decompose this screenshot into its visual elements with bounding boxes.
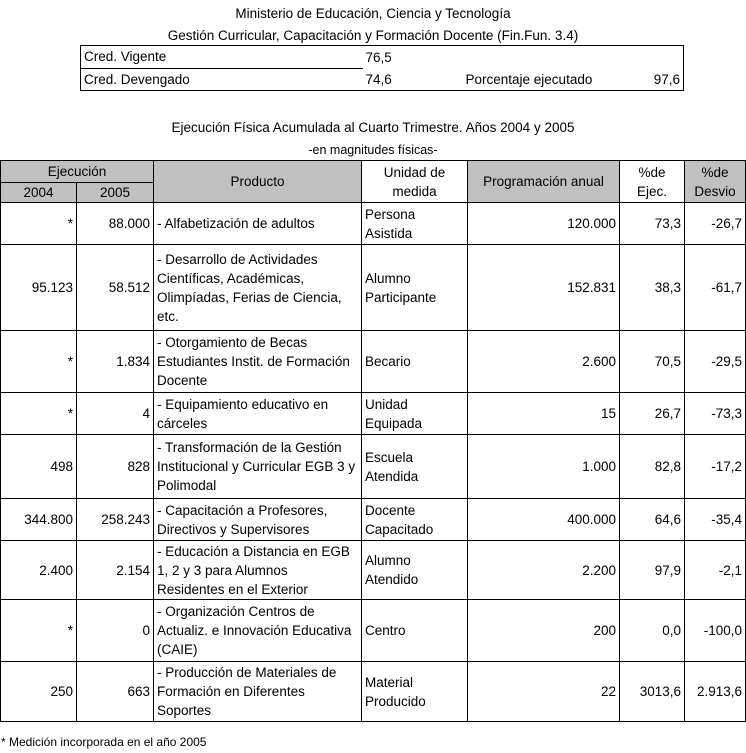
cell-y2005: 2.154 xyxy=(77,541,154,600)
table-row xyxy=(1,203,746,245)
cell-producto: - Organización Centros de Actualiz. e Innovación Educativa (CAIE) xyxy=(154,600,362,662)
header-2005: 2005 xyxy=(77,183,154,203)
cell-ejec: 64,6 xyxy=(620,499,685,541)
table-row xyxy=(1,662,746,722)
cell-ejec: 3013,6 xyxy=(620,662,685,722)
cell-programacion: 152.831 xyxy=(468,245,620,331)
cell-y2005: 0 xyxy=(77,600,154,662)
cell-y2005: 258.243 xyxy=(77,499,154,541)
cell-y2005: 1.834 xyxy=(77,331,154,393)
cell-ejec: 70,5 xyxy=(620,331,685,393)
cell-producto: - Equipamiento educativo en cárceles xyxy=(154,393,362,435)
cell-producto: - Educación a Distancia en EGB 1, 2 y 3 para Alumnos Residentes en el Exterior xyxy=(154,541,362,600)
cell-programacion: 15 xyxy=(468,393,620,435)
cell-unidad: Centro xyxy=(362,600,468,662)
cell-y2004: 344.800 xyxy=(1,499,77,541)
cell-programacion: 200 xyxy=(468,600,620,662)
execution-table xyxy=(0,160,746,722)
credits-row-devengado xyxy=(81,68,684,91)
cell-y2005: 88.000 xyxy=(77,203,154,245)
header-ejecucion: Ejecución xyxy=(1,161,154,183)
cell-y2004: * xyxy=(1,393,77,435)
cell-desvio: 2.913,6 xyxy=(685,662,746,722)
cell-producto: - Alfabetización de adultos xyxy=(154,203,362,245)
cell-programacion: 22 xyxy=(468,662,620,722)
header-ejec: %de Ejec. xyxy=(620,161,685,203)
cred-devengado-value: 74,6 xyxy=(365,71,392,87)
porcentaje-label: Porcentaje ejecutado xyxy=(465,71,593,87)
cell-ejec: 97,9 xyxy=(620,541,685,600)
table-row xyxy=(1,435,746,499)
cell-y2005: 58.512 xyxy=(77,245,154,331)
cell-desvio: -35,4 xyxy=(685,499,746,541)
cell-programacion: 2.600 xyxy=(468,331,620,393)
cell-y2005: 4 xyxy=(77,393,154,435)
cell-unidad: Alumno Atendido xyxy=(362,541,468,600)
cell-programacion: 1.000 xyxy=(468,435,620,499)
table-title: Ejecución Física Acumulada al Cuarto Trimestre. Años 2004 y 2005 xyxy=(171,120,575,135)
cell-producto: - Otorgamiento de Becas Estudiantes Instit. de Formación Docente xyxy=(154,331,362,393)
cell-y2004: 250 xyxy=(1,662,77,722)
header-programacion: Programación anual xyxy=(468,161,620,203)
cell-ejec: 38,3 xyxy=(620,245,685,331)
ministry-title: Ministerio de Educación, Ciencia y Tecnología xyxy=(235,6,511,21)
header-desvio: %de Desvio xyxy=(685,161,746,203)
credits-table xyxy=(80,45,684,91)
table-row xyxy=(1,600,746,662)
cell-programacion: 2.200 xyxy=(468,541,620,600)
cell-desvio: -61,7 xyxy=(685,245,746,331)
table-row xyxy=(1,541,746,600)
cell-ejec: 73,3 xyxy=(620,203,685,245)
cred-vigente-value: 76,5 xyxy=(365,49,392,65)
header-2004: 2004 xyxy=(1,183,77,203)
table-body xyxy=(1,203,746,722)
cell-y2004: 95.123 xyxy=(1,245,77,331)
cell-ejec: 0,0 xyxy=(620,600,685,662)
cell-y2004: * xyxy=(1,203,77,245)
cred-devengado-label: Cred. Devengado xyxy=(84,71,190,87)
cred-vigente-label: Cred. Vigente xyxy=(81,46,363,69)
cell-unidad: Unidad Equipada xyxy=(362,393,468,435)
cell-unidad: Persona Asistida xyxy=(362,203,468,245)
cell-unidad: Docente Capacitado xyxy=(362,499,468,541)
cell-programacion: 400.000 xyxy=(468,499,620,541)
cell-y2005: 828 xyxy=(77,435,154,499)
program-title: Gestión Curricular, Capacitación y Formación Docente (Fin.Fun. 3.4) xyxy=(167,28,579,43)
cell-desvio: -26,7 xyxy=(685,203,746,245)
cell-y2004: 498 xyxy=(1,435,77,499)
table-row xyxy=(1,499,746,541)
cell-y2004: 2.400 xyxy=(1,541,77,600)
cell-unidad: Alumno Participante xyxy=(362,245,468,331)
table-row xyxy=(1,245,746,331)
cell-y2004: * xyxy=(1,331,77,393)
cell-producto: - Transformación de la Gestión Institucional y Curricular EGB 3 y Polimodal xyxy=(154,435,362,499)
cell-desvio: -29,5 xyxy=(685,331,746,393)
cell-producto: - Capacitación a Profesores, Directivos y Supervisores xyxy=(154,499,362,541)
table-subtitle: -en magnitudes físicas- xyxy=(308,143,438,157)
header-unidad: Unidad de medida xyxy=(362,161,468,203)
footnote: * Medición incorporada en el año 2005 xyxy=(1,735,207,749)
cell-unidad: Becario xyxy=(362,331,468,393)
cell-unidad: Escuela Atendida xyxy=(362,435,468,499)
table-row xyxy=(1,393,746,435)
cell-desvio: -17,2 xyxy=(685,435,746,499)
cell-y2005: 663 xyxy=(77,662,154,722)
cell-producto: - Producción de Materiales de Formación en Diferentes Soportes xyxy=(154,662,362,722)
cell-ejec: 26,7 xyxy=(620,393,685,435)
cell-desvio: -73,3 xyxy=(685,393,746,435)
cell-unidad: Material Producido xyxy=(362,662,468,722)
cell-desvio: -100,0 xyxy=(685,600,746,662)
cell-ejec: 82,8 xyxy=(620,435,685,499)
table-row xyxy=(1,331,746,393)
cell-producto: - Desarrollo de Actividades Científicas, Académicas, Olimpíadas, Ferias de Ciencia, etc. xyxy=(154,245,362,331)
porcentaje-value: 97,6 xyxy=(653,71,680,87)
cell-y2004: * xyxy=(1,600,77,662)
cell-desvio: -2,1 xyxy=(685,541,746,600)
header-producto: Producto xyxy=(154,161,362,203)
cell-programacion: 120.000 xyxy=(468,203,620,245)
credits-row-vigente xyxy=(81,46,684,69)
